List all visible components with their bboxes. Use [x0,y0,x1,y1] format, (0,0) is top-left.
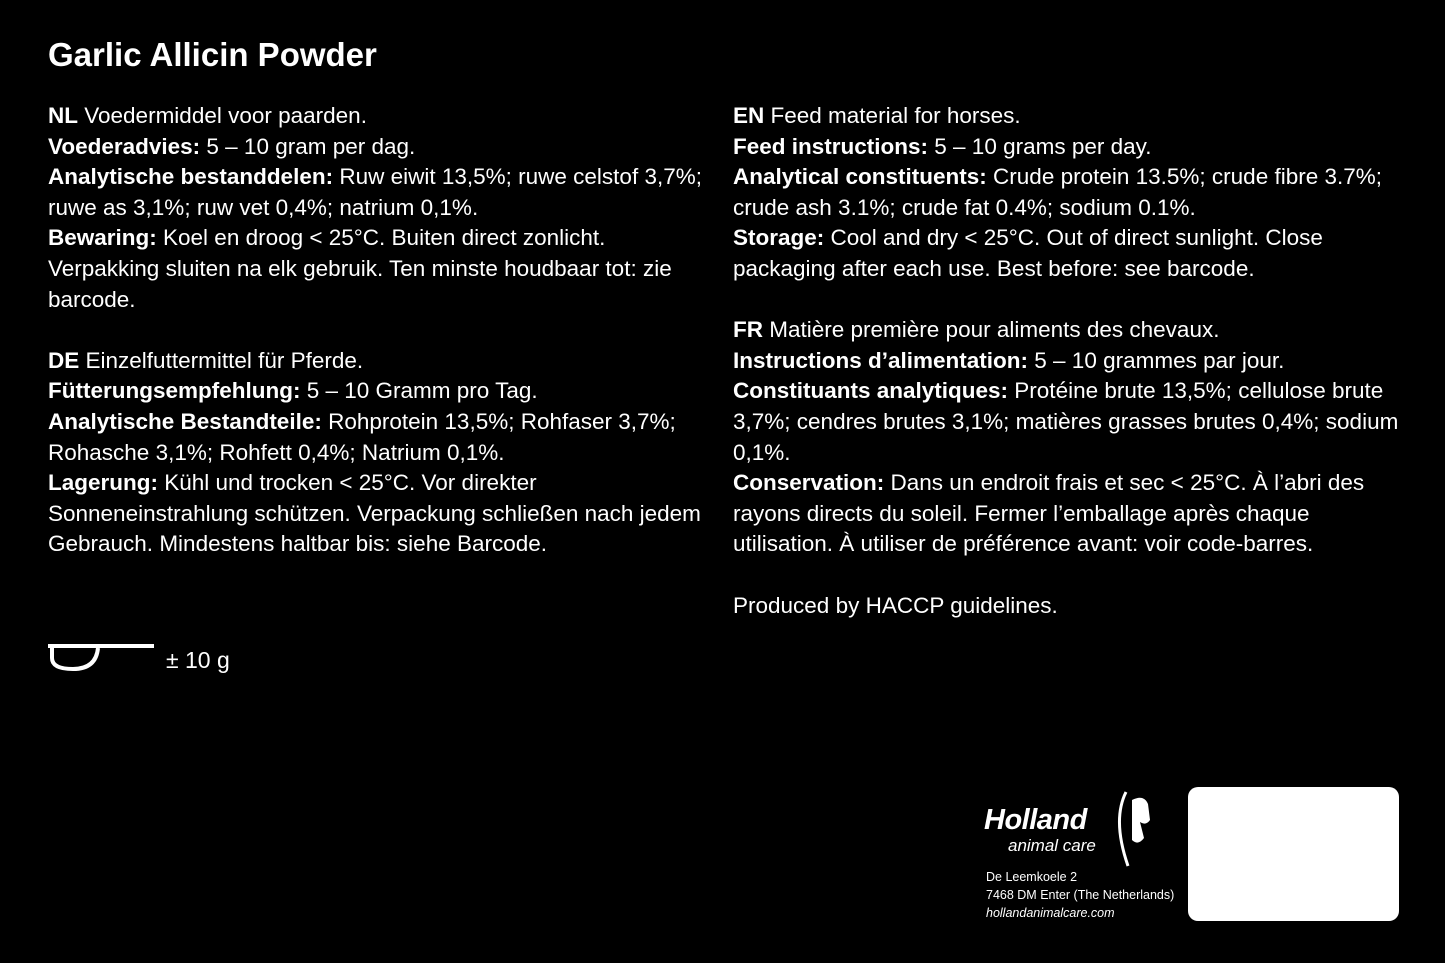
intro: Feed material for horses. [764,103,1021,128]
brand-name: Holland [984,804,1087,836]
lang-code: EN [733,103,765,128]
analytic-label: Analytical constituents: [733,164,987,190]
animal-heads-icon [1114,790,1154,868]
analytic-text: Protéine brute 13,5%; cellulose brute 3,7%; cendres brutes 3,1%; matières grasses brutes 0,4%; sodium 0,1%. [733,378,1399,465]
left-column [48,101,716,591]
feed-label: Feed instructions: [733,133,929,159]
feed-label: Fütterungsempfehlung: [48,378,301,404]
brand-logo [984,790,1154,860]
analytic-text: Crude protein 13.5%; crude fibre 3.7%; crude ash 3.1%; crude fat 0.4%; sodium 0.1%. [733,164,1383,220]
analytic-label: Analytische Bestandteile: [48,408,322,434]
storage-label: Storage: [733,225,825,251]
storage-label: Conservation: [733,470,885,496]
analytic-text: Ruw eiwit 13,5%; ruwe celstof 3,7%; ruwe as 3,1%; ruw vet 0,4%; natrium 0,1%. [48,164,702,220]
feed-text: 5 – 10 Gramm pro Tag. [300,378,538,404]
company-address [986,868,1174,922]
section-en [733,101,1405,285]
storage-text: Dans un endroit frais et sec < 25°C. À l’abri des rayons directs du soleil. Fermer l’emballage après chaque utilisation. À utiliser de préférence avant: voir code-barres. [733,470,1365,557]
storage-text: Cool and dry < 25°C. Out of direct sunlight. Close packaging after each use. Best before: see barcode. [733,225,1323,281]
storage-label: Lagerung: [48,470,158,496]
website: hollandanimalcare.com [986,906,1115,920]
analytic-label: Analytische bestanddelen: [48,164,334,190]
feed-text: 5 – 10 gram per dag. [200,133,416,159]
storage-text: Kühl und trocken < 25°C. Vor direkter Sonneneinstrahlung schützen. Verpackung schließen nach jedem Gebrauch. Mindestens haltbar bis: siehe Barcode. [48,470,701,557]
lang-code: NL [48,103,78,128]
intro: Einzelfuttermittel für Pferde. [79,347,364,373]
feed-label: Voederadvies: [48,133,201,159]
section-nl [48,101,716,315]
lang-code: DE [48,347,80,373]
lang-code: FR [733,317,763,343]
feed-text: 5 – 10 grammes par jour. [1028,347,1285,373]
product-title: Garlic Allicin Powder [48,36,377,73]
analytic-text: Rohprotein 13,5%; Rohfaser 3,7%; Rohasche 3,1%; Rohfett 0,4%; Natrium 0,1%. [48,408,676,465]
feed-text: 5 – 10 grams per day. [928,133,1152,159]
intro: Matière première pour aliments des chevaux. [763,317,1220,343]
storage-label: Bewaring: [48,225,157,251]
intro: Voedermiddel voor paarden. [78,103,367,128]
brand-subtitle: animal care [1008,836,1096,855]
address-street: De Leemkoele 2 [986,870,1078,884]
scoop-icon [48,642,158,674]
analytic-label: Constituants analytiques: [733,378,1009,404]
address-city: 7468 DM Enter (The Netherlands) [986,888,1175,902]
feed-label: Instructions d’alimentation: [733,347,1029,373]
section-fr [733,315,1405,560]
haccp-note: Produced by HACCP guidelines. [733,592,1058,618]
barcode-area [1188,787,1399,921]
storage-text: Koel en droog < 25°C. Buiten direct zonlicht. Verpakking sluiten na elk gebruik. Ten minste houdbaar tot: zie barcode. [48,225,672,312]
section-de [48,346,716,560]
dose-label: ± 10 g [166,647,230,673]
right-column [733,101,1405,652]
